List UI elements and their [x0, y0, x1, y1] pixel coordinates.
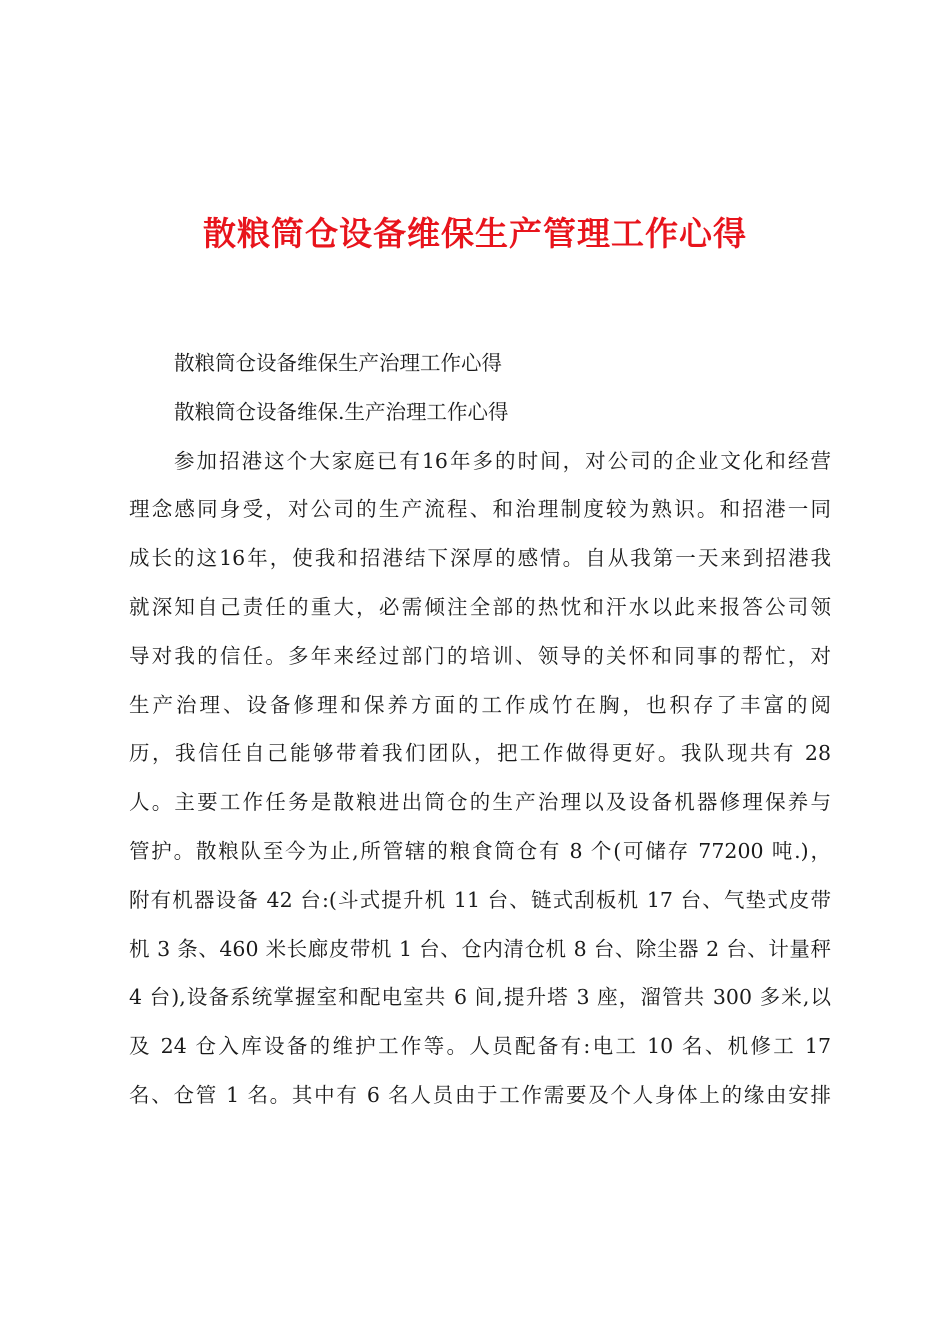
- body-line: 生产治理、设备修理和保养方面的工作成竹在胸，也积存了丰富的阅: [129, 692, 831, 717]
- body-line-paragraph-start: 参加招港这个大家庭已有16年多的时间，对公司的企业文化和经营: [174, 448, 831, 473]
- body-line: 名、仓管 1 名。其中有 6 名人员由于工作需要及个人身体上的缘由安排: [129, 1082, 831, 1107]
- body-line: 机 3 条、460 米长廊皮带机 1 台、仓内清仓机 8 台、除尘器 2 台、计量秤: [129, 936, 831, 961]
- document-body: [129, 339, 831, 1120]
- body-line: 人。主要工作任务是散粮进出筒仓的生产治理以及设备机器修理保养与: [129, 790, 831, 815]
- body-line: 4 台),设备系统掌握室和配电室共 6 间,提升塔 3 座，溜管共 300 多米,以: [129, 985, 831, 1010]
- body-line: 附有机器设备 42 台:(斗式提升机 11 台、链式刮板机 17 台、气垫式皮带: [129, 887, 831, 912]
- body-line: 就深知自己责任的重大，必需倾注全部的热忱和汗水以此来报答公司领: [129, 594, 831, 619]
- body-line-subtitle-1: 散粮筒仓设备维保生产治理工作心得: [174, 351, 502, 375]
- body-line: 成长的这16年，使我和招港结下深厚的感情。自从我第一天来到招港我: [129, 546, 831, 571]
- document-title: 散粮筒仓设备维保生产管理工作心得: [203, 214, 747, 253]
- body-line: 及 24 仓入库设备的维护工作等。人员配备有:电工 10 名、机修工 17: [129, 1034, 831, 1059]
- body-line-subtitle-2: 散粮筒仓设备维保.生产治理工作心得: [174, 399, 509, 424]
- body-line: 历，我信任自己能够带着我们团队，把工作做得更好。我队现共有 28: [129, 741, 831, 766]
- body-line: 导对我的信任。多年来经过部门的培训、领导的关怀和同事的帮忙，对: [129, 643, 831, 668]
- body-line: 管护。散粮队至今为止,所管辖的粮食筒仓有 8 个(可储存 77200 吨.)，: [129, 838, 831, 863]
- body-line: 理念感同身受，对公司的生产流程、和治理制度较为熟识。和招港一同: [129, 497, 831, 522]
